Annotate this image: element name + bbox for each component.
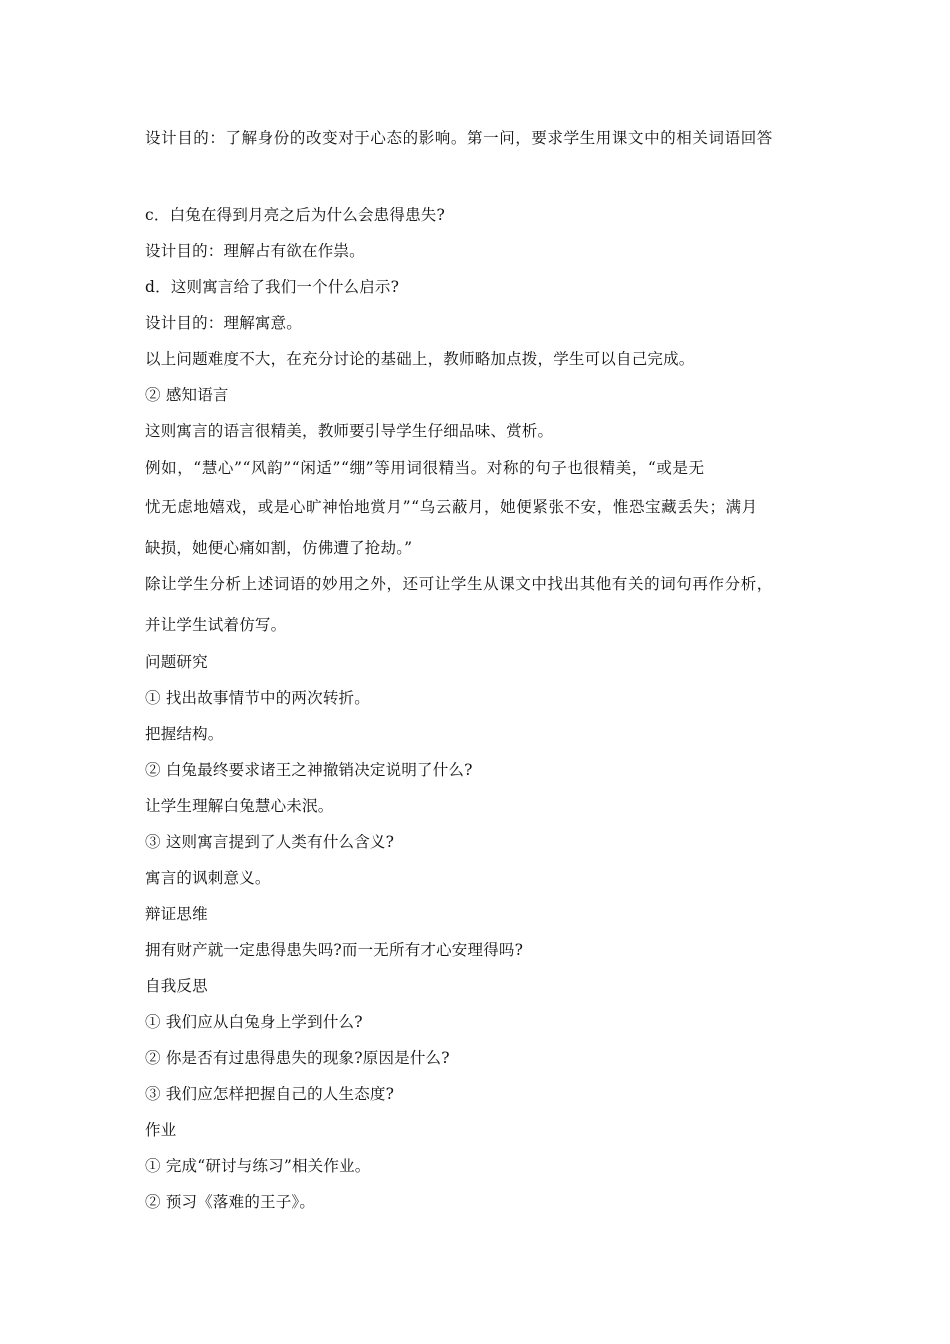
paragraph-example-line-2: 忧无虑地嬉戏，或是心旷神怡地赏月”“乌云蔽月，她便紧张不安，惟恐宝藏丢失；满月 [145, 498, 758, 516]
research-answer-2: 让学生理解白兔慧心未泯。 [145, 797, 334, 815]
paragraph-analysis-line-2: 并让学生试着仿写。 [145, 616, 287, 634]
reflection-item-3: ③ 我们应怎样把握自己的人生态度? [145, 1085, 395, 1103]
paragraph-summary: 以上问题难度不大，在充分讨论的基础上，教师略加点拨，学生可以自己完成。 [145, 350, 695, 368]
paragraph-example-line-1: 例如，“慧心”“风韵”“闲适”“绷”等用词很精当。对称的句子也很精美，“或是无 [145, 459, 705, 477]
research-answer-1: 把握结构。 [145, 725, 224, 743]
paragraph-design-purpose-3: 设计目的：理解寓意。 [145, 314, 303, 332]
paragraph-example-line-3: 缺损，她便心痛如割，仿佛遭了抢劫。” [145, 539, 413, 557]
reflection-item-1: ① 我们应从白兔身上学到什么? [145, 1013, 363, 1031]
homework-item-1: ① 完成“研讨与练习”相关作业。 [145, 1157, 371, 1175]
section-heading-dialectic: 辩证思维 [145, 905, 208, 923]
paragraph-design-purpose-1: 设计目的：了解身份的改变对于心态的影响。第一问，要求学生用课文中的相关词语回答 [145, 129, 773, 147]
research-item-2: ② 白兔最终要求诸王之神撤销决定说明了什么? [145, 761, 473, 779]
paragraph-analysis-line-1: 除让学生分析上述词语的妙用之外，还可让学生从课文中找出其他有关的词句再作分析， [145, 575, 773, 593]
paragraph-language-intro: 这则寓言的语言很精美，教师要引导学生仔细品味、赏析。 [145, 422, 554, 440]
section-heading-reflection: 自我反思 [145, 977, 208, 995]
research-answer-3: 寓言的讽刺意义。 [145, 869, 271, 887]
homework-item-2: ② 预习《落难的王子》。 [145, 1193, 316, 1211]
section-heading-homework: 作业 [145, 1121, 177, 1139]
question-d: d．这则寓言给了我们一个什么启示? [145, 278, 400, 296]
research-item-1: ① 找出故事情节中的两次转折。 [145, 689, 370, 707]
paragraph-design-purpose-2: 设计目的：理解占有欲在作祟。 [145, 242, 365, 260]
reflection-item-2: ② 你是否有过患得患失的现象?原因是什么? [145, 1049, 450, 1067]
question-c: c．白兔在得到月亮之后为什么会患得患失? [145, 206, 445, 224]
section-heading-language: ② 感知语言 [145, 386, 229, 404]
research-item-3: ③ 这则寓言提到了人类有什么含义? [145, 833, 395, 851]
section-heading-research: 问题研究 [145, 653, 208, 671]
dialectic-question: 拥有财产就一定患得患失吗?而一无所有才心安理得吗? [145, 941, 524, 959]
